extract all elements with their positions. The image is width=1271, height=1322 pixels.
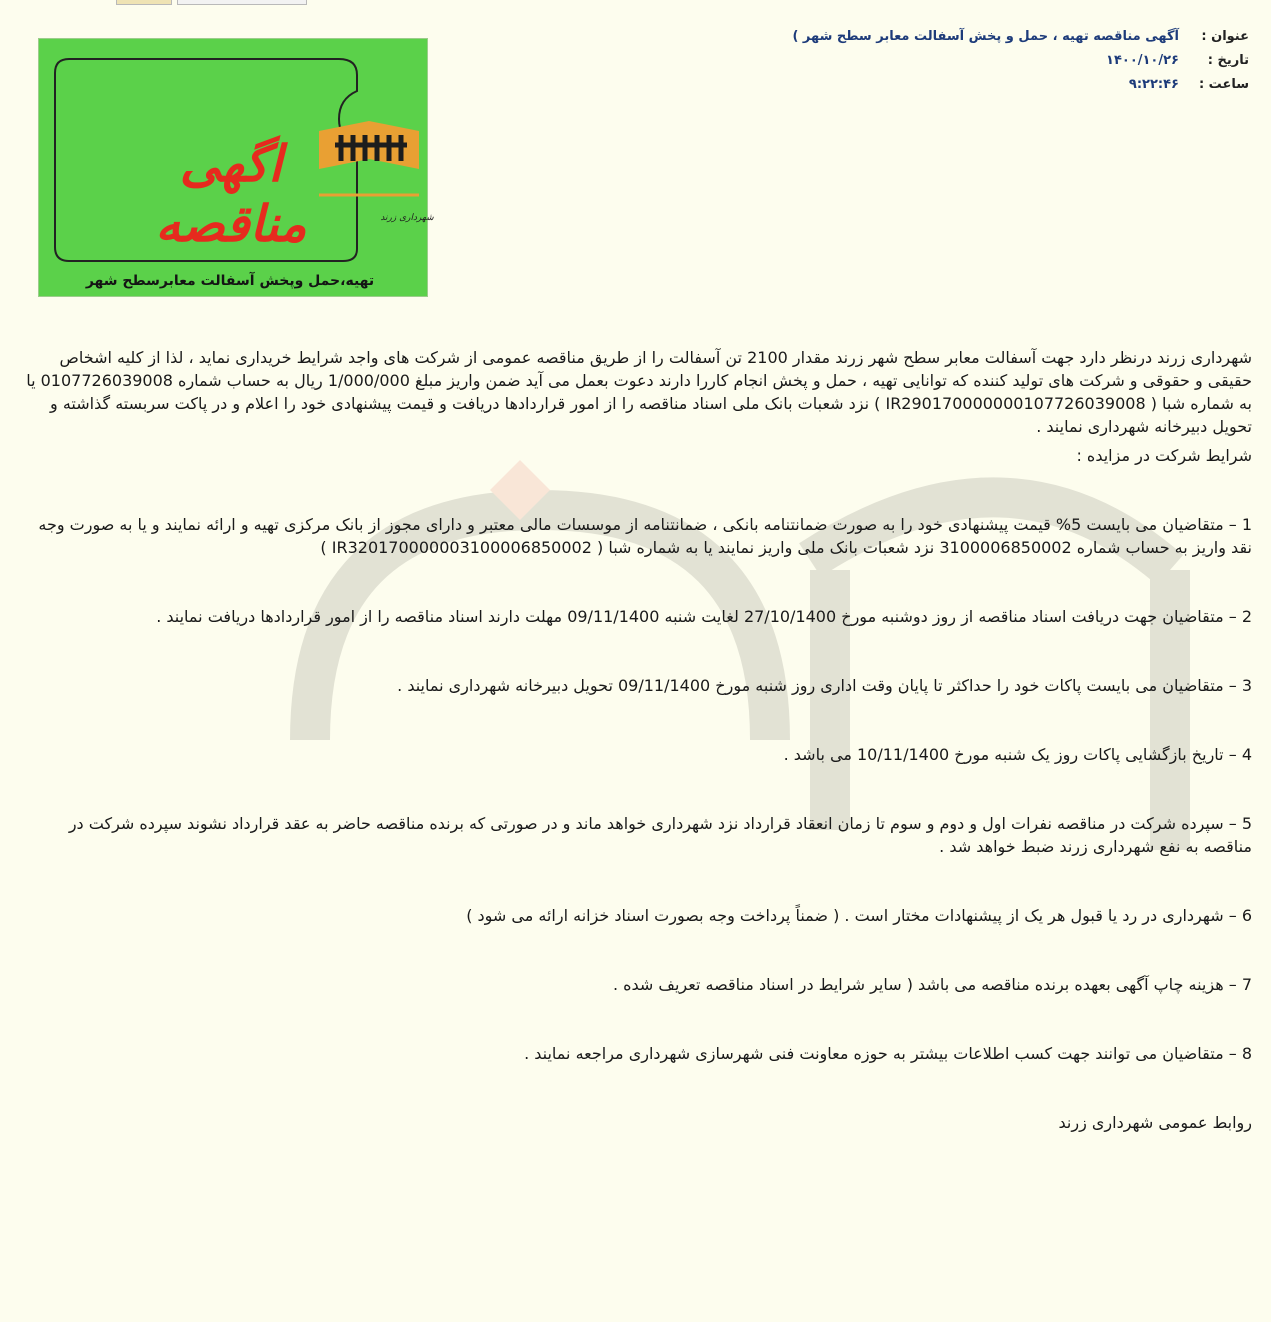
banner-title: اگهی مناقصه: [155, 134, 307, 253]
signature: روابط عمومی شهرداری زرند: [1058, 1113, 1252, 1132]
time-label: ساعت :: [1198, 77, 1249, 92]
condition-item-5: 5 – سپرده شرکت در مناقصه نفرات اول و دوم و سوم تا زمان انعقاد قرارداد نزد شهرداری خواهد ماند و در صورتی که برنده مناقصه حاضر به عقد قرارداد نشوند سپرده شرکت در مناقصه به نفع شهرداری زرند ضبط خواهد شد .: [68, 814, 1252, 856]
title-label: عنوان :: [1201, 29, 1249, 44]
logo-caption: شهرداری زرند: [380, 213, 434, 223]
condition-item-3: 3 – متقاضیان می بایست پاکات خود را حداکثر تا پایان وقت اداری روز شنبه مورخ 09/11/1400 تحویل دبیرخانه شهرداری نمایند .: [397, 676, 1252, 695]
tender-banner-image: [38, 38, 434, 297]
condition-item-4: 4 – تاریخ بازگشایی پاکات روز یک شنبه مورخ 10/11/1400 می باشد .: [783, 745, 1252, 764]
condition-item-1: 1 – متقاضیان می بایست 5% قیمت پیشنهادی خود را به صورت ضمانتنامه بانکی ، ضمانتنامه از موسسات مالی معتبر و دارای مجوز از بانک مرکزی تهیه و ارائه نمایند و یا به صورت وجه نقد واریز به حساب شماره 3100006850002 نزد شعبات بانک ملی واریز نمایند یا به شماره شبا ( IR320170000003100006850002 ): [38, 515, 1252, 557]
banner-subtitle: تهیه،حمل وپخش آسفالت معابرسطح شهر: [85, 273, 375, 289]
title-value: آگهی مناقصه تهیه ، حمل و پخش آسفالت معابر سطح شهر ): [792, 29, 1179, 44]
condition-item-6: 6 – شهرداری در رد یا قبول هر یک از پیشنهادات مختار است . ( ضمناً پرداخت وجه بصورت اسناد خزانه ارائه می شود ): [466, 906, 1252, 925]
condition-item-7: 7 – هزینه چاپ آگهی بعهده برنده مناقصه می باشد ( سایر شرایط در اسناد مناقصه تعریف شده .: [612, 975, 1252, 994]
news-meta: [689, 26, 1249, 98]
meta-date-row: [689, 50, 1249, 74]
toolbar-button-2[interactable]: [177, 0, 307, 5]
conditions-title: شرایط شرکت در مزایده :: [1076, 446, 1252, 465]
intro-paragraph: شهرداری زرند درنظر دارد جهت آسفالت معابر سطح شهر زرند مقدار 2100 تن آسفالت را از طریق مناقصه عمومی از شرکت های واجد شرایط خریداری نماید ، لذا از کلیه اشخاص حقیقی و حقوقی و شرکت های تولید کننده که توانایی تهیه ، حمل و پخش انجام کاررا دارند دعوت بعمل می آید ضمن واریز مبلغ 1/000/000 ریال به حساب شماره 0107726039008 یا به شماره شبا ( IR290170000000107726039008 ) نزد شعبات بانک ملی اسناد مناقصه را از امور قراردادها دریافت و قیمت پیشنهادی خود را اعلام و در پاکت سربسته گذاشته و تحویل دبیرخانه شهرداری نمایند .: [26, 348, 1252, 436]
meta-time-row: [689, 74, 1249, 98]
condition-item-2: 2 – متقاضیان جهت دریافت اسناد مناقصه از روز دوشنبه مورخ 27/10/1400 لغایت شنبه 09/11/1400 مهلت دارند اسناد مناقصه را از امور قراردادها دریافت نمایند .: [156, 607, 1252, 626]
date-value: ۱۴۰۰/۱۰/۲۶: [1106, 53, 1179, 68]
article-body: [24, 346, 1252, 1134]
meta-title-row: [689, 26, 1249, 50]
toolbar-button-1[interactable]: [116, 0, 172, 5]
time-value: ۹:۲۲:۴۶: [1128, 77, 1179, 92]
date-label: تاریخ :: [1207, 53, 1249, 68]
condition-item-8: 8 – متقاضیان می توانند جهت کسب اطلاعات بیشتر به حوزه معاونت فنی شهرسازی شهرداری مراجعه نمایند .: [524, 1044, 1252, 1063]
